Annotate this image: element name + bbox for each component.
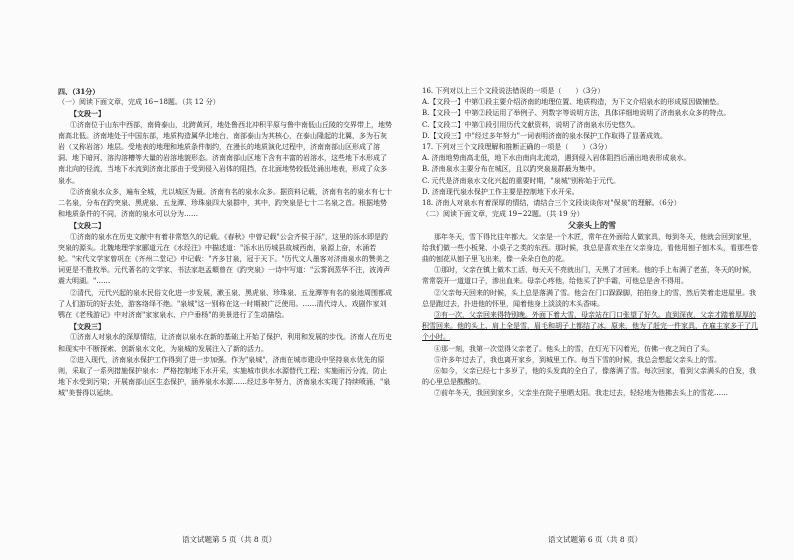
- question-17: 17. 下列对三个文段理解和推断正确的一项是（ ）（3分）: [422, 143, 612, 152]
- seg1-paragraph-1: ①济南位于山东中西部，南倚泰山，北跨黄河，地处鲁西北冲积平原与鲁中南低山丘陵的交界带上，地势南高北低。济南地处于中国东部，地质构造属华北地台，南部泰山为其核心，在泰山隆起的北翼，多为石灰岩（又称岩溶）地层。受地表的地理和地质条件制约，在漫长的地质演化过程中，济南南部山区形成了溶洞、地下暗河、溶沟溶槽等大量的岩溶地貌形态。济南南部山区地下含有丰富的岩溶水，这些地下水形成了南北向的径流，当地下水流到济南北部由于受到侵入岩体的阻挡，在北面地势较低处涌出地表，形成了众多泉水。: [58, 120, 392, 185]
- question-16: 16. 下列对以上三个文段说法错误的一项是（ ）（3分）: [422, 87, 605, 95]
- part1-intro: （一）阅读下面文章，完成 16~18题。（共 12 分）: [58, 98, 220, 107]
- question-16-option-d: D.【文段三】中"经过多年努力"一词表明济南的泉水保护工作取得了显著成效。: [422, 131, 668, 140]
- story-title: 父亲头上的雪: [568, 220, 616, 231]
- seg2-label: 【文段二】: [70, 221, 105, 231]
- story-paragraph-7: ⑥如今，父亲已经七十多岁了，他的头发真的全白了，像落满了雪。每次回家，看到父亲满头的白发，我的心里总是酸酸的。: [422, 367, 756, 387]
- left-column: [58, 86, 392, 400]
- story-paragraph-8: ⑦前年冬天，我回到家乡，父亲坐在院子里晒太阳。我走过去，轻轻地为他拂去头上的雪花……: [434, 389, 728, 398]
- section-header: 四、（31分）: [58, 87, 100, 96]
- question-17-option-c: C. 元代是济南泉水文化兴起的重要时期，"泉城"别称始于元代。: [422, 176, 620, 185]
- story-paragraph-3: ②父亲每天回来的时候，头上总是落满了雪。他会在门口跺跺脚，拍拍身上的雪，然后笑着走进屋里。我总是跑过去，扑进他的怀里，闻着他身上淡淡的木头香味。: [422, 288, 756, 308]
- page-footer-right: 语文试题第 6 页（共 8 页）: [548, 535, 643, 544]
- page-footer-left: 语文试题第 5 页（共 8 页）: [182, 535, 277, 544]
- seg3-paragraph-2: ②进入现代，济南泉水保护工作得到了进一步加强。作为"泉城"，济南在城市建设中坚持泉水优先的原则，采取了一系列措施保护泉水：严格控制地下水开采，实施城市供水水源替代工程；实施雨污分流，防止地下水受到污染；开展南部山区生态保护，涵养泉水水源……经过多年努力，济南泉水实现了持续喷涌，"泉城"美誉得以延续。: [58, 355, 391, 398]
- question-16-option-b: B.【文段一】中第②段运用了举例子、列数字等说明方法，具体详细地说明了济南泉水众多的特点。: [422, 109, 731, 118]
- seg1-label: 【文段一】: [70, 109, 105, 119]
- seg2-paragraph-1: ①济南的泉水在历史文献中有着非常悠久的记载。《春秋》中曾记载"公会齐侯于泺"，这里的泺水即是趵突泉的源头。北魏地理学家郦道元在《水经注》中描述道："泺水出历城县故城西南，泉源上奋，水涌若轮。"宋代文学家曾巩在《齐州二堂记》中记载："齐多甘泉，冠于天下。"历代文人墨客对济南泉水的赞美之词更是不胜枚举。元代著名的文学家、书法家赵孟頫曾在《趵突泉》一诗中写道："云雾润蒸华不注，波涛声震大明湖。"……: [58, 232, 391, 286]
- seg2-paragraph-2: ②清代，元代兴起的泉水民俗文化进一步发展，漱玉泉、黑虎泉、珍珠泉、五龙潭等有名的泉池周围都成了人们游玩的好去处，游客络绎不绝。"泉城"这一别称在这一时期被广泛使用。……清代诗人、戏剧作家刘鹗在《老残游记》中对济南"家家泉水、户户垂杨"的美景进行了生动描绘。: [58, 288, 392, 320]
- story-paragraph-6: ⑤许多年过去了，我也离开家乡，到城里工作。每当下雪的时候，我总会想起父亲头上的雪。: [434, 355, 721, 364]
- seg3-label: 【文段三】: [70, 322, 105, 332]
- question-17-option-a: A. 济南地势南高北低，地下水由南向北流动，遇到侵入岩体阻挡后涌出地表形成泉水。: [422, 154, 691, 163]
- story-paragraph-1: 那年冬天，雪下得比往年都大。父亲是一个木匠，常年在外面给人做家具，每到冬天，他就会回到家里，给我们做一些小板凳、小桌子之类的东西。那时候，我总是喜欢坐在父亲身边，看他用刨子刨木头，看那些卷曲的刨花从刨子里飞出来，像一朵朵白色的花。: [422, 232, 758, 264]
- right-column: [422, 86, 762, 400]
- question-16-option-a: A.【文段一】中第①段主要介绍济南的地理位置、地质构造，为下文介绍泉水的形成原因做铺垫。: [422, 98, 724, 107]
- story-paragraph-2: ①那时，父亲在镇上做木工活，每天天不亮就出门，天黑了才回来。他的手上布满了老茧，冬天的时候，常常裂开一道道口子，渗出血来。母亲心疼他，给他买了护手霜，可他总是舍不得用。: [422, 266, 756, 286]
- question-18: 18. 济南人对泉水有着深厚的情结，请结合三个文段谈谈你对"保泉"的理解。（6分）: [422, 199, 681, 208]
- question-17-option-d: D. 济南现代泉水保护工作主要是控制地下水开采。: [422, 187, 579, 196]
- seg1-paragraph-2: ②济南泉水众多，遍布全城，尤以城区为最。济南有名的泉水众多。据资料记载，济南有名的泉水有七十二名泉，分布在趵突泉、黑虎泉、五龙潭、珍珠泉四大泉群中，其中，趵突泉是七十二名泉之首。根据地势和地质条件的不同，济南的泉水可以分为……: [58, 187, 392, 219]
- story-paragraph-5: ④那一刻，我第一次觉得父亲老了。他头上的雪，在灯光下闪着光，仿佛一夜之间白了头。: [434, 344, 714, 353]
- question-17-option-b: B. 济南泉水主要分布在城区，且以趵突泉泉群最为集中。: [422, 165, 600, 174]
- part2-intro: （二）阅读下面文章，完成 19~22题。（共 19 分）: [422, 210, 584, 219]
- seg3-paragraph-1: ①济南人对泉水的深厚情结，让济南以泉水在新的基础上开始了保护、利用和发展的步伐。济南人在历史和现实中不断探索、创新泉水文化，为泉城的发展注入了新的活力。: [58, 333, 392, 353]
- question-16-option-c: C.【文段二】中第①段引用历代文献资料，说明了济南泉水历史悠久。: [422, 120, 640, 129]
- story-paragraph-4: ③有一次，父亲回来得特别晚。外面下着大雪，母亲站在门口张望了好久。直到深夜，父亲才踏着厚厚的积雪回来。他的头上、肩上全是雪，眉毛和胡子上都结了冰。原来，他为了赶完一件家具，在雇主家多干了几个小时。: [422, 311, 758, 342]
